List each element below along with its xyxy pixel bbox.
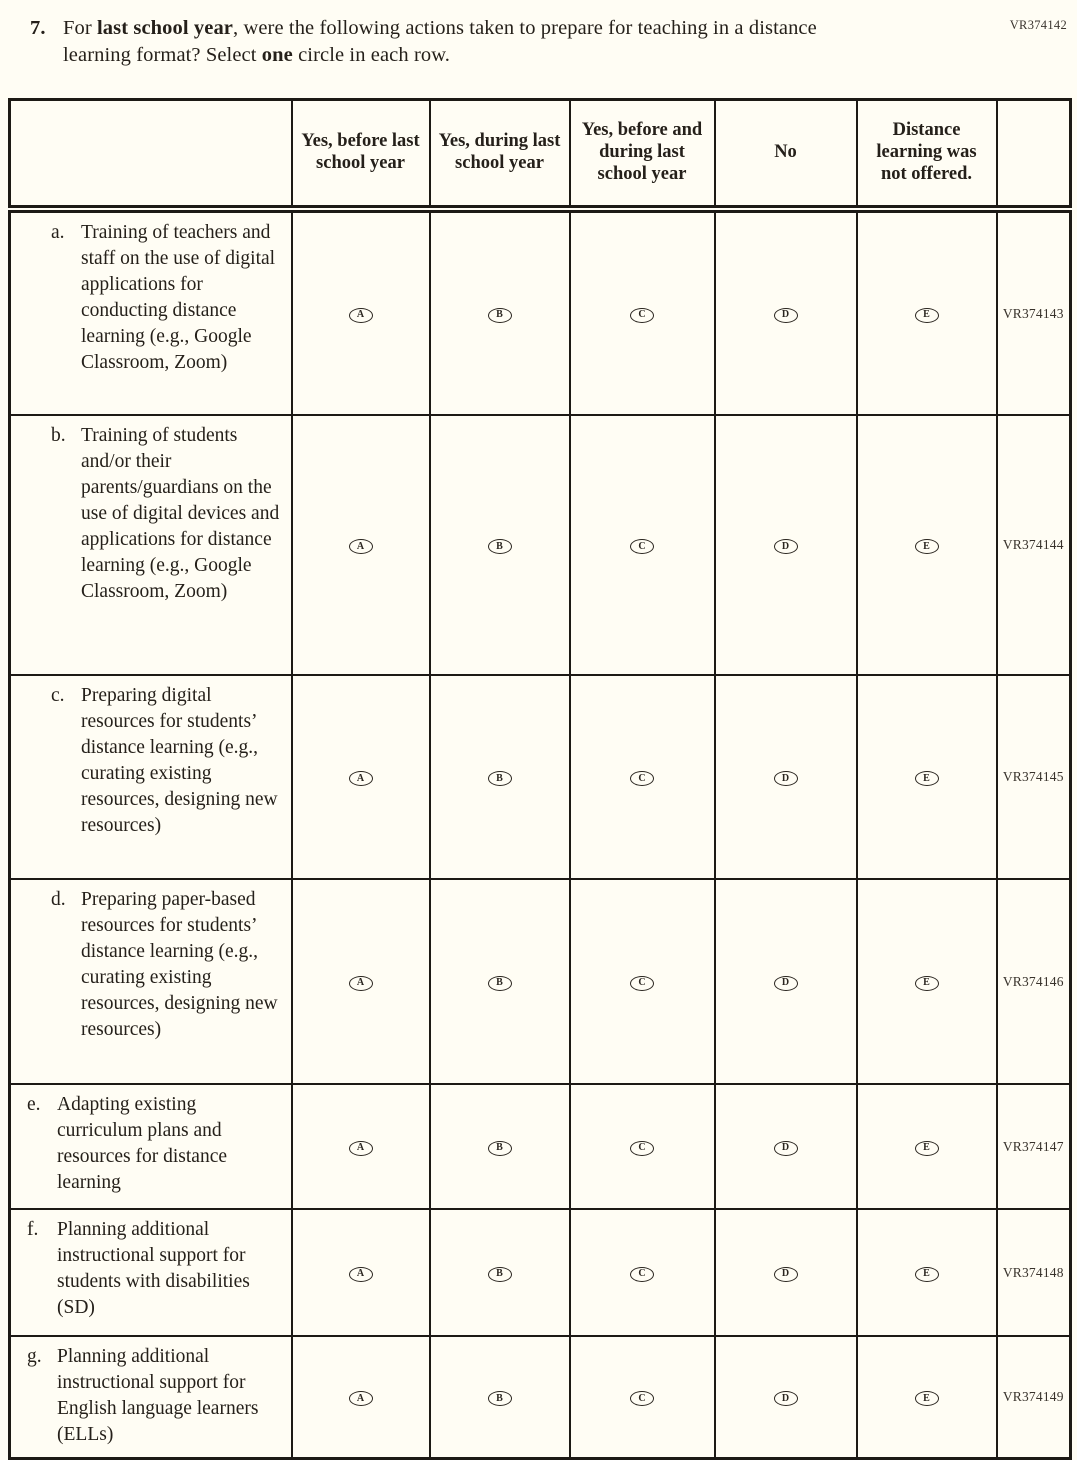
cell-e-option-e [857, 1084, 997, 1209]
row-label-b [10, 415, 292, 675]
column-header-yes-before: Yes, before last school year [292, 100, 430, 210]
bubble-letter: C [638, 977, 646, 989]
table-row-b [10, 415, 1071, 675]
bubble-letter: D [781, 1392, 790, 1404]
row-code-d: VR374146 [997, 879, 1071, 1084]
bubble-letter: E [923, 540, 930, 552]
row-letter: f. [27, 1219, 39, 1241]
cell-e-option-d [715, 1084, 857, 1209]
option-bubble-d[interactable] [774, 771, 798, 786]
row-letter: a. [51, 222, 65, 244]
table-row-c [10, 675, 1071, 879]
option-bubble-b[interactable] [488, 976, 512, 991]
bubble-letter: E [923, 1142, 930, 1154]
row-letter: c. [51, 685, 65, 707]
row-label-c [10, 675, 292, 879]
header-stub-cell [10, 100, 292, 210]
cell-c-option-b [430, 675, 570, 879]
cell-c-option-a [292, 675, 430, 879]
bubble-letter: D [781, 540, 790, 552]
bubble-letter: C [638, 1268, 646, 1280]
cell-b-option-c [570, 415, 715, 675]
bubble-letter: D [781, 772, 790, 784]
bubble-letter: A [356, 540, 365, 552]
cell-a-option-c [570, 209, 715, 415]
question-text-bold-one: one [261, 44, 293, 67]
cell-a-option-b [430, 209, 570, 415]
column-header-yes-during: Yes, during last school year [430, 100, 570, 210]
row-label-a [10, 209, 292, 415]
bubble-letter: E [923, 309, 930, 321]
cell-f-option-b [430, 1209, 570, 1336]
question-text-pre: For [63, 17, 98, 39]
option-bubble-d[interactable] [774, 1141, 798, 1156]
option-bubble-d[interactable] [774, 308, 798, 323]
cell-b-option-d [715, 415, 857, 675]
row-text: Adapting existing curriculum plans and resources for distance learning [57, 1094, 228, 1194]
bubble-letter: E [923, 1268, 930, 1280]
bubble-letter: E [923, 1392, 930, 1404]
option-bubble-d[interactable] [774, 539, 798, 554]
bubble-letter: C [638, 772, 646, 784]
question-text [63, 15, 863, 69]
cell-g-option-c [570, 1336, 715, 1459]
option-bubble-c[interactable] [630, 1141, 654, 1156]
bubble-letter: B [496, 309, 503, 321]
option-bubble-c[interactable] [630, 308, 654, 323]
option-bubble-a[interactable] [349, 771, 373, 786]
table-row-e [10, 1084, 1071, 1209]
cell-f-option-a [292, 1209, 430, 1336]
bubble-letter: A [356, 1392, 365, 1404]
question-7 [30, 15, 1077, 69]
option-bubble-e[interactable] [915, 308, 939, 323]
option-bubble-b[interactable] [488, 1391, 512, 1406]
option-bubble-e[interactable] [915, 1141, 939, 1156]
bubble-letter: E [923, 977, 930, 989]
cell-d-option-d [715, 879, 857, 1084]
row-text: Training of teachers and staff on the use of digital applications for conducting distance learning (e.g., Google Classroom, Zoom) [81, 222, 276, 374]
row-letter: b. [51, 425, 66, 447]
row-code-c: VR374145 [997, 675, 1071, 879]
cell-b-option-b [430, 415, 570, 675]
bubble-letter: B [496, 772, 503, 784]
option-bubble-a[interactable] [349, 1141, 373, 1156]
cell-g-option-e [857, 1336, 997, 1459]
bubble-letter: B [496, 977, 503, 989]
row-label-g [10, 1336, 292, 1459]
cell-b-option-a [292, 415, 430, 675]
row-text: Preparing paper-based resources for students’ distance learning (e.g., curating existing resources, designing new resources) [81, 889, 278, 1041]
cell-f-option-c [570, 1209, 715, 1336]
cell-c-option-e [857, 675, 997, 879]
cell-g-option-d [715, 1336, 857, 1459]
option-bubble-c[interactable] [630, 1391, 654, 1406]
cell-c-option-d [715, 675, 857, 879]
bubble-letter: D [781, 1268, 790, 1280]
option-bubble-b[interactable] [488, 1267, 512, 1282]
bubble-letter: C [638, 1142, 646, 1154]
cell-d-option-b [430, 879, 570, 1084]
row-label-d [10, 879, 292, 1084]
cell-a-option-a [292, 209, 430, 415]
option-bubble-e[interactable] [915, 771, 939, 786]
bubble-letter: A [356, 1268, 365, 1280]
option-bubble-a[interactable] [349, 976, 373, 991]
row-letter: d. [51, 889, 66, 911]
cell-g-option-a [292, 1336, 430, 1459]
row-code-f: VR374148 [997, 1209, 1071, 1336]
option-bubble-c[interactable] [630, 1267, 654, 1282]
row-text: Planning additional instructional support for students with disabilities (SD) [57, 1219, 250, 1319]
cell-a-option-e [857, 209, 997, 415]
row-code-a: VR374143 [997, 209, 1071, 415]
column-header-not-offered: Distance learning was not offered. [857, 100, 997, 210]
cell-e-option-c [570, 1084, 715, 1209]
option-bubble-c[interactable] [630, 539, 654, 554]
row-label-f [10, 1209, 292, 1336]
bubble-letter: D [781, 1142, 790, 1154]
question-text-mid: , were the following actions taken to prepare for teaching in a distance learning format? Select [63, 17, 817, 67]
option-bubble-a[interactable] [349, 1391, 373, 1406]
option-bubble-c[interactable] [630, 771, 654, 786]
option-bubble-b[interactable] [488, 771, 512, 786]
column-header-yes-before-and-during: Yes, before and during last school year [570, 100, 715, 210]
row-label-e [10, 1084, 292, 1209]
cell-f-option-e [857, 1209, 997, 1336]
question-text-post: circle in each row. [292, 44, 451, 67]
table-row-d [10, 879, 1071, 1084]
option-bubble-e[interactable] [915, 1391, 939, 1406]
option-bubble-b[interactable] [488, 308, 512, 323]
header-code-cell [997, 100, 1071, 210]
bubble-letter: B [496, 1392, 503, 1404]
cell-b-option-e [857, 415, 997, 675]
cell-c-option-c [570, 675, 715, 879]
option-bubble-e[interactable] [915, 976, 939, 991]
row-text: Training of students and/or their parents/guardians on the use of digital devices and applications for distance learning (e.g., Google Classroom, Zoom) [81, 425, 280, 603]
table-row-g [10, 1336, 1071, 1459]
question-number: 7. [30, 17, 46, 39]
cell-f-option-d [715, 1209, 857, 1336]
option-bubble-a[interactable] [349, 539, 373, 554]
bubble-letter: D [781, 977, 790, 989]
header-row [10, 100, 1071, 210]
bubble-letter: B [496, 540, 503, 552]
option-bubble-e[interactable] [915, 1267, 939, 1282]
bubble-letter: B [496, 1142, 503, 1154]
bubble-letter: C [638, 309, 646, 321]
bubble-letter: B [496, 1268, 503, 1280]
bubble-letter: A [356, 309, 365, 321]
cell-d-option-a [292, 879, 430, 1084]
row-letter: g. [27, 1346, 42, 1368]
option-bubble-e[interactable] [915, 539, 939, 554]
bubble-letter: D [781, 309, 790, 321]
bubble-letter: C [638, 540, 646, 552]
option-bubble-d[interactable] [774, 976, 798, 991]
option-bubble-d[interactable] [774, 1267, 798, 1282]
option-bubble-a[interactable] [349, 1267, 373, 1282]
cell-d-option-e [857, 879, 997, 1084]
option-bubble-c[interactable] [630, 976, 654, 991]
row-text: Preparing digital resources for students’ distance learning (e.g., curating existing resources, designing new resources) [81, 685, 278, 837]
option-bubble-d[interactable] [774, 1391, 798, 1406]
option-bubble-b[interactable] [488, 539, 512, 554]
row-code-b: VR374144 [997, 415, 1071, 675]
bubble-letter: A [356, 772, 365, 784]
option-bubble-b[interactable] [488, 1141, 512, 1156]
row-code-e: VR374147 [997, 1084, 1071, 1209]
column-header-no: No [715, 100, 857, 210]
bubble-letter: E [923, 772, 930, 784]
bubble-letter: A [356, 977, 365, 989]
cell-a-option-d [715, 209, 857, 415]
row-text: Planning additional instructional support for English language learners (ELLs) [57, 1346, 259, 1446]
table-row-a [10, 209, 1071, 415]
table-row-f [10, 1209, 1071, 1336]
row-code-g: VR374149 [997, 1336, 1071, 1459]
cell-d-option-c [570, 879, 715, 1084]
row-letter: e. [27, 1094, 41, 1116]
cell-e-option-b [430, 1084, 570, 1209]
response-grid [8, 98, 1072, 1460]
option-bubble-a[interactable] [349, 308, 373, 323]
question-text-bold-last-school-year: last school year [97, 17, 233, 39]
bubble-letter: A [356, 1142, 365, 1154]
cell-g-option-b [430, 1336, 570, 1459]
cell-e-option-a [292, 1084, 430, 1209]
bubble-letter: C [638, 1392, 646, 1404]
form-code-top-right: VR374142 [1009, 18, 1067, 32]
